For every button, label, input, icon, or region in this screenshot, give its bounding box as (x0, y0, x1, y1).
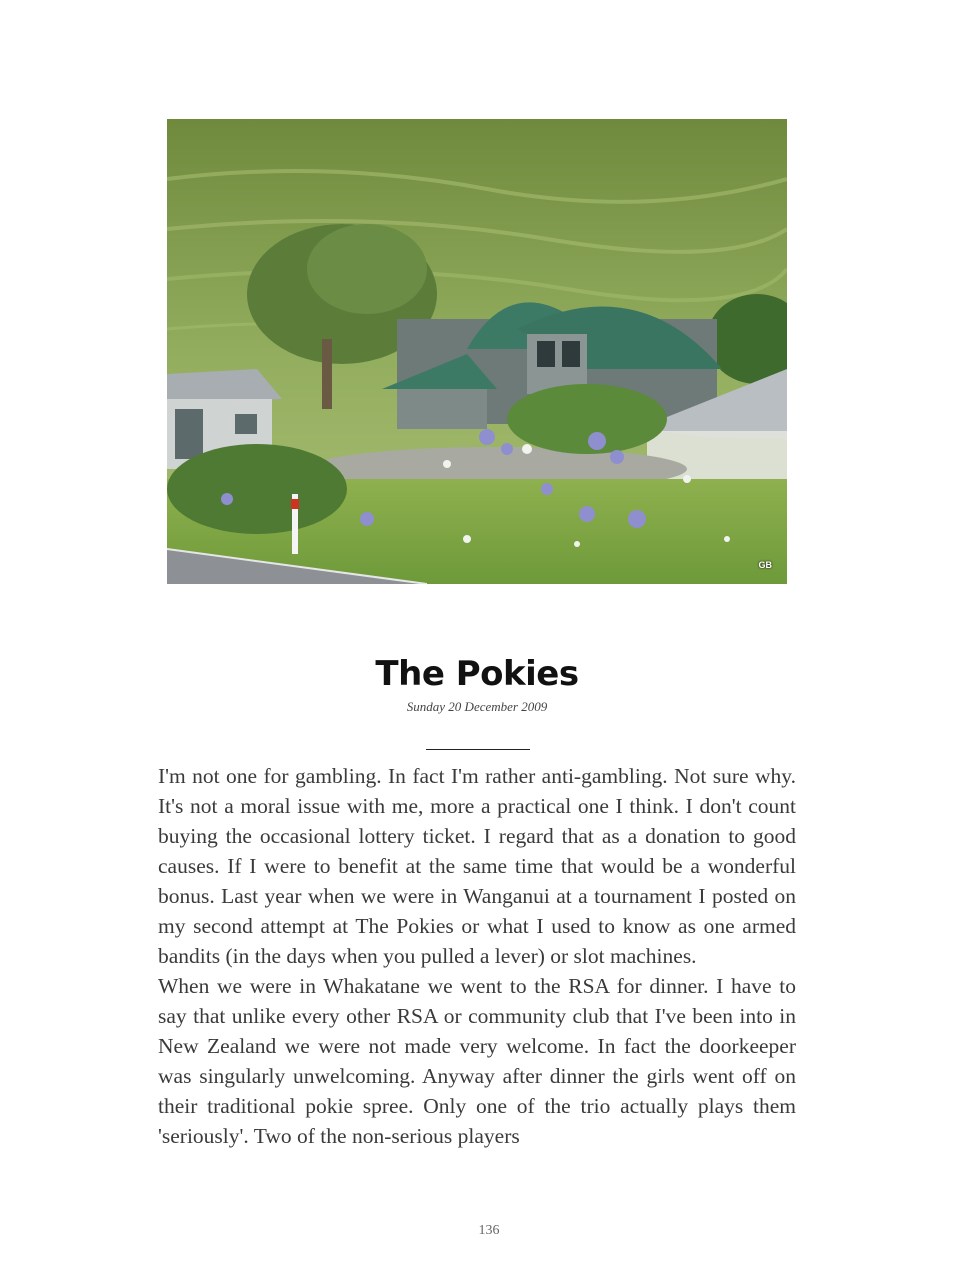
photo-credit: GB (758, 560, 772, 570)
house-photo-illustration (167, 119, 787, 584)
article-title: The Pokies (375, 654, 579, 694)
house-photo (167, 119, 787, 584)
article-body (158, 761, 796, 1151)
title-divider (426, 749, 530, 750)
page-number: 136 (478, 1223, 500, 1238)
article-date: Sunday 20 December 2009 (406, 699, 548, 714)
paragraph-2: When we were in Whakatane we went to the RSA for dinner. I have to say that unlike every other RSA or community club that I've been into in New Zealand we were not made very welcome. In fact the doorkeeper was singularly unwelcoming. Anyway after dinner the girls went off on their traditional pokie spree. Only one of the trio actually plays them 'seriously'. Two of the non-serious players (158, 974, 796, 1148)
paragraph-1: I'm not one for gambling. In fact I'm rather anti-gambling. Not sure why. It's not a moral issue with me, more a practical one I think. I don't count buying the occasional lottery ticket. I regard that as a donation to good causes. If I were to benefit at the same time that would be a wonderful bonus. Last year when we were in Wanganui at a tournament I posted on my second attempt at The Pokies or what I used to know as one armed bandits (in the days when you pulled a lever) or slot machines. (158, 764, 796, 968)
